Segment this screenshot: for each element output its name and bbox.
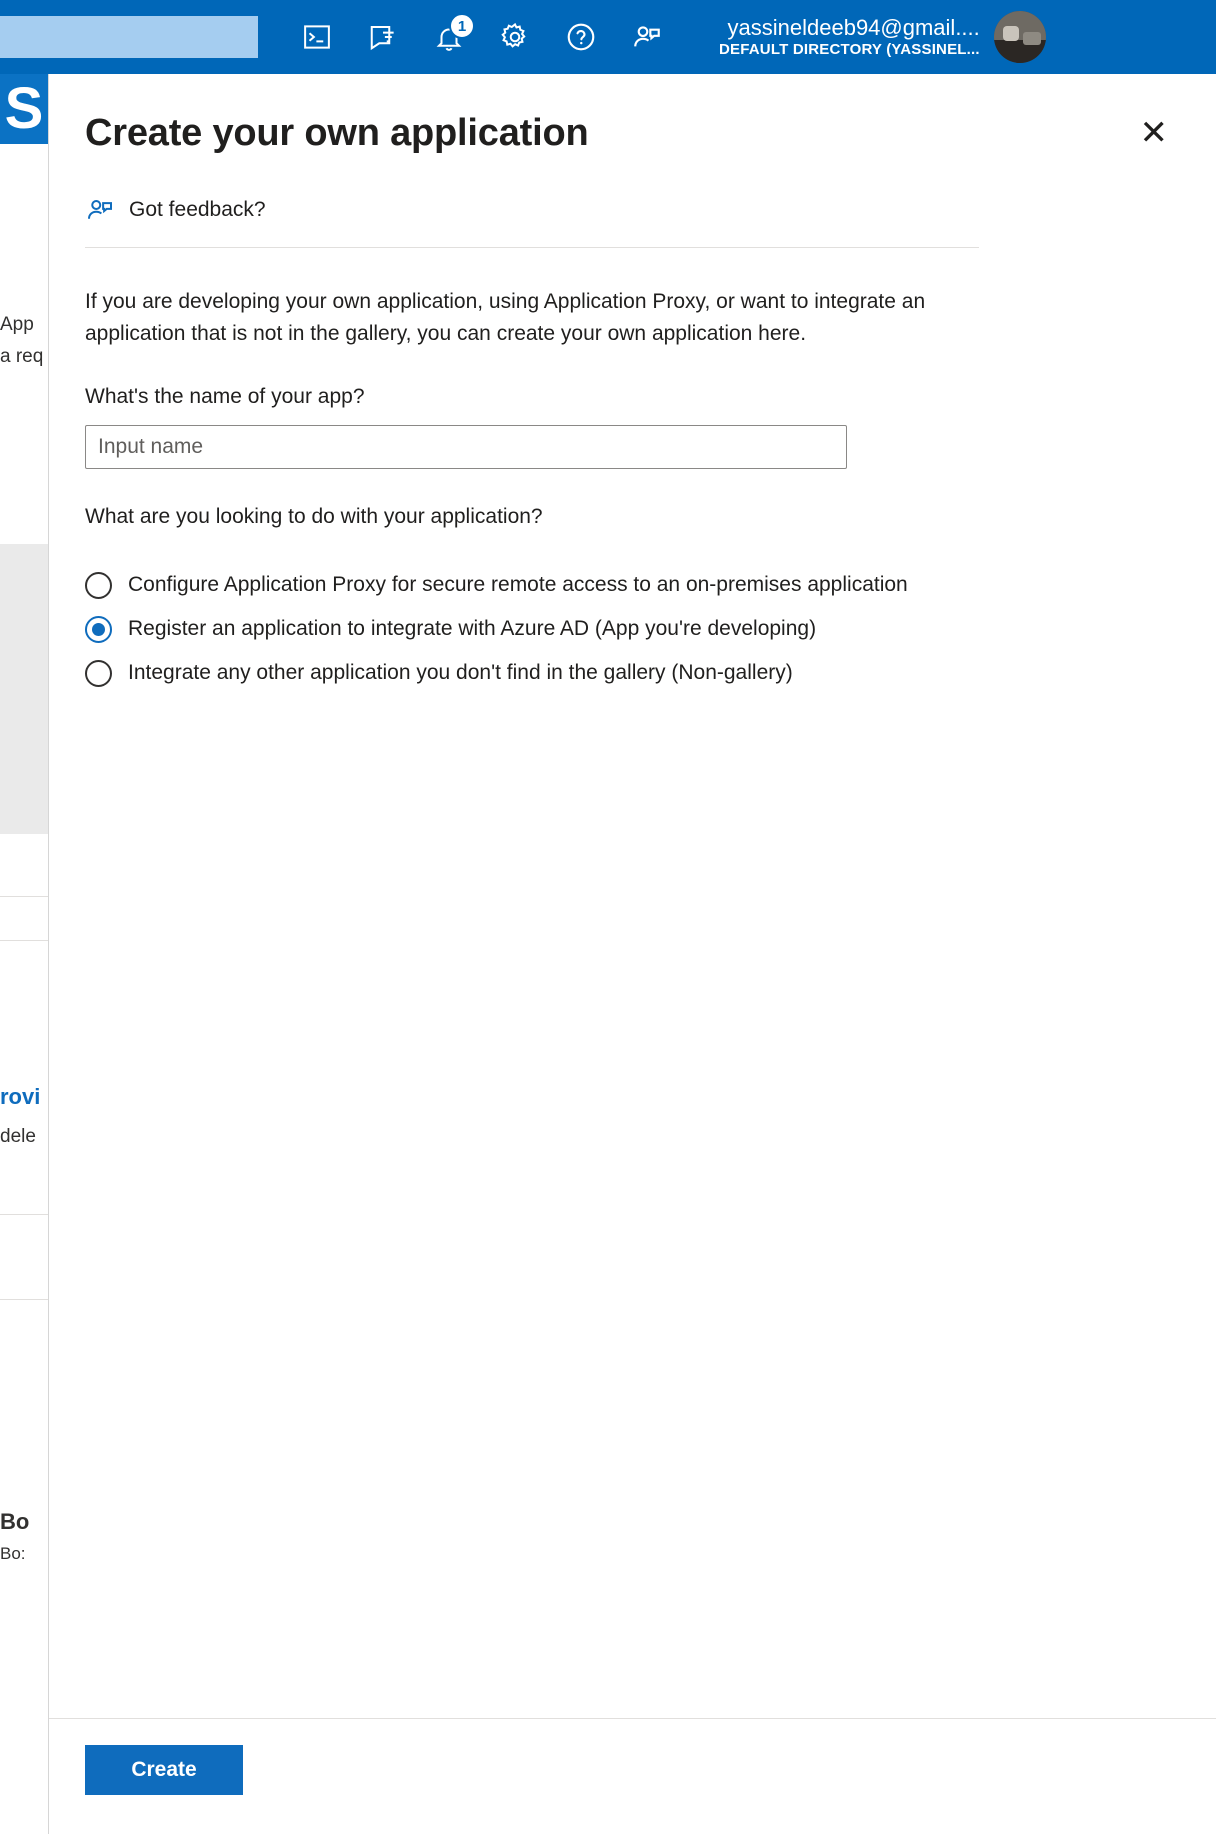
notification-count-badge: 1 (449, 13, 475, 39)
feedback-icon[interactable] (625, 15, 669, 59)
app-name-label: What's the name of your app? (85, 385, 365, 408)
radio-option-label: Configure Application Proxy for secure remote access to an on-premises application (128, 573, 908, 596)
background-page-sliver (0, 74, 48, 1834)
notifications-icon[interactable] (427, 15, 471, 59)
topbar-icon-group (295, 15, 669, 59)
blade-description: If you are developing your own application, using Application Proxy, or want to integrate an application that is not in the gallery, you can create your own application here. (85, 290, 926, 345)
create-your-own-application-blade (48, 74, 1216, 1834)
radio-indicator-selected[interactable] (85, 616, 112, 643)
feedback-icon (85, 195, 115, 225)
background-text-fragment: a req (0, 346, 44, 367)
got-feedback-button[interactable] (85, 195, 979, 248)
radio-option-label: Register an application to integrate with Azure AD (App you're developing) (128, 617, 817, 640)
background-text-fragment: Bo: (0, 1544, 26, 1563)
directories-subscriptions-icon[interactable] (361, 15, 405, 59)
global-search-input[interactable] (0, 16, 258, 58)
background-text-fragment: Bo (0, 1509, 30, 1534)
application-intent-radio-group (85, 563, 1180, 695)
azure-top-bar (0, 0, 1216, 74)
cloud-shell-icon[interactable] (295, 15, 339, 59)
got-feedback-label: Got feedback? (129, 198, 266, 221)
intent-question-label: What are you looking to do with your application? (85, 505, 543, 528)
settings-gear-icon[interactable] (493, 15, 537, 59)
avatar[interactable] (994, 11, 1046, 63)
account-email: yassineldeeb94@gmail.... (727, 14, 980, 40)
create-button[interactable]: Create (85, 1745, 243, 1795)
background-link[interactable]: rovi (0, 1084, 41, 1109)
radio-option-label: Integrate any other application you don't find in the gallery (Non-gallery) (128, 661, 793, 684)
radio-indicator[interactable] (85, 660, 112, 687)
blade-header (49, 74, 1216, 155)
close-icon[interactable]: ✕ (1132, 112, 1177, 154)
help-icon[interactable] (559, 15, 603, 59)
app-name-input[interactable] (85, 425, 847, 469)
blade-footer (49, 1718, 1216, 1834)
account-info[interactable] (719, 14, 980, 60)
background-text-fragment: App (0, 314, 34, 335)
radio-option-register-application[interactable] (85, 607, 1180, 651)
radio-indicator[interactable] (85, 572, 112, 599)
background-app-logo: S (0, 74, 48, 144)
account-directory: DEFAULT DIRECTORY (YASSINEL... (719, 41, 980, 59)
radio-option-non-gallery[interactable] (85, 651, 1180, 695)
page-title: Create your own application (85, 112, 589, 154)
radio-option-application-proxy[interactable] (85, 563, 1180, 607)
background-text-fragment: dele (0, 1126, 36, 1147)
